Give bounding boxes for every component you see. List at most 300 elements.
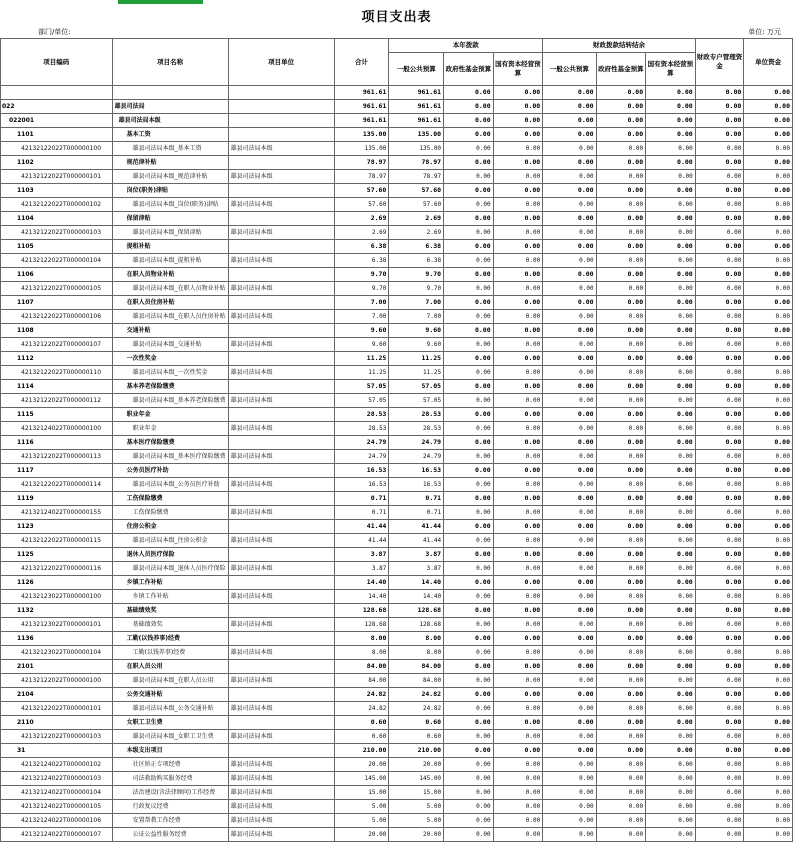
cell-amount: 0.00 — [444, 268, 494, 282]
cell-name: 保留津贴 — [112, 212, 228, 226]
cell-amount: 0.00 — [744, 100, 793, 114]
cell-amount: 0.00 — [543, 436, 596, 450]
cell-amount: 961.61 — [389, 100, 444, 114]
cell-name: 基础绩效奖 — [112, 604, 228, 618]
cell-amount: 57.05 — [334, 380, 389, 394]
cell-name: 在职人员住房补贴 — [112, 296, 228, 310]
cell-amount: 0.00 — [596, 338, 646, 352]
cell-amount: 0.00 — [744, 688, 793, 702]
cell-amount: 0.00 — [695, 226, 744, 240]
header-carry-general: 一般公共预算 — [543, 53, 596, 86]
cell-amount: 0.00 — [744, 226, 793, 240]
header-current-soe: 国有资本经营预算 — [493, 53, 543, 86]
cell-name: 基础绩效奖 — [112, 618, 228, 632]
cell-amount: 0.00 — [695, 184, 744, 198]
cell-amount: 0.00 — [444, 338, 494, 352]
cell-amount: 0.00 — [493, 534, 543, 548]
cell-amount: 0.00 — [493, 436, 543, 450]
cell-amount: 0.00 — [646, 296, 696, 310]
cell-name: 工伤保险缴费 — [112, 506, 228, 520]
header-carry-fund: 政府性基金预算 — [596, 53, 646, 86]
cell-unit: 雄县司法局本级 — [228, 338, 334, 352]
cell-amount: 0.00 — [695, 604, 744, 618]
cell-amount: 0.00 — [493, 156, 543, 170]
cell-amount: 0.00 — [695, 534, 744, 548]
cell-amount: 0.00 — [543, 744, 596, 758]
cell-amount: 0.00 — [646, 800, 696, 814]
cell-amount: 0.00 — [695, 436, 744, 450]
table-row — [1, 744, 793, 758]
cell-amount: 14.40 — [389, 590, 444, 604]
cell-amount: 961.61 — [334, 114, 389, 128]
cell-amount: 0.00 — [444, 408, 494, 422]
cell-amount: 0.00 — [646, 352, 696, 366]
cell-amount: 0.00 — [444, 380, 494, 394]
cell-amount: 20.00 — [334, 828, 389, 842]
cell-amount: 0.00 — [493, 226, 543, 240]
cell-amount: 8.00 — [389, 632, 444, 646]
cell-unit: 雄县司法局本级 — [228, 618, 334, 632]
cell-amount: 57.60 — [334, 198, 389, 212]
cell-amount: 0.00 — [596, 604, 646, 618]
cell-amount: 0.00 — [695, 590, 744, 604]
cell-amount: 0.00 — [543, 576, 596, 590]
cell-amount: 961.61 — [389, 86, 444, 100]
cell-amount: 0.00 — [493, 688, 543, 702]
cell-amount: 961.61 — [334, 100, 389, 114]
cell-unit: 雄县司法局本级 — [228, 730, 334, 744]
cell-code: 42132122022T000000103 — [1, 730, 113, 744]
cell-amount: 0.00 — [493, 128, 543, 142]
cell-code: 42132124022T000000105 — [1, 800, 113, 814]
cell-name: 交通补贴 — [112, 324, 228, 338]
cell-amount: 0.00 — [744, 422, 793, 436]
cell-amount: 0.00 — [744, 268, 793, 282]
cell-amount: 5.00 — [334, 814, 389, 828]
cell-unit — [228, 436, 334, 450]
cell-code: 42132122022T000000102 — [1, 198, 113, 212]
cell-amount: 0.00 — [543, 478, 596, 492]
cell-amount: 0.71 — [389, 506, 444, 520]
cell-amount: 0.00 — [744, 338, 793, 352]
cell-amount: 0.60 — [334, 730, 389, 744]
cell-amount: 6.38 — [334, 254, 389, 268]
cell-amount: 0.00 — [695, 198, 744, 212]
cell-amount: 0.00 — [596, 814, 646, 828]
cell-amount: 41.44 — [334, 520, 389, 534]
cell-amount: 0.00 — [493, 520, 543, 534]
cell-amount: 128.68 — [389, 604, 444, 618]
cell-amount: 0.00 — [444, 562, 494, 576]
cell-code: 42132122022T000000100 — [1, 674, 113, 688]
cell-amount: 0.00 — [695, 814, 744, 828]
cell-amount: 0.00 — [646, 786, 696, 800]
cell-name: 安置帮教工作经费 — [112, 814, 228, 828]
cell-amount: 0.00 — [543, 282, 596, 296]
cell-amount: 0.00 — [744, 156, 793, 170]
cell-amount: 0.00 — [596, 828, 646, 842]
cell-amount: 0.00 — [596, 576, 646, 590]
cell-amount: 0.00 — [646, 394, 696, 408]
table-row — [1, 226, 793, 240]
cell-amount: 0.00 — [444, 716, 494, 730]
cell-amount: 0.00 — [596, 170, 646, 184]
cell-amount: 0.00 — [444, 702, 494, 716]
cell-name: 雄县司法局本级_保留津贴 — [112, 226, 228, 240]
cell-amount: 0.00 — [695, 800, 744, 814]
cell-amount: 0.00 — [543, 688, 596, 702]
cell-amount: 24.82 — [334, 702, 389, 716]
cell-name: 雄县司法局本级_公务员医疗补助 — [112, 478, 228, 492]
cell-name: 雄县司法局本级_岗位(职务)津贴 — [112, 198, 228, 212]
cell-amount: 0.00 — [695, 282, 744, 296]
cell-amount: 0.00 — [695, 366, 744, 380]
cell-amount: 0.00 — [695, 506, 744, 520]
cell-amount: 0.00 — [444, 240, 494, 254]
cell-amount: 0.00 — [543, 254, 596, 268]
cell-amount: 0.00 — [444, 674, 494, 688]
cell-amount: 0.00 — [596, 324, 646, 338]
cell-unit — [228, 240, 334, 254]
cell-amount: 0.00 — [646, 198, 696, 212]
cell-amount: 0.00 — [493, 814, 543, 828]
cell-amount: 0.00 — [444, 800, 494, 814]
cell-unit: 雄县司法局本级 — [228, 814, 334, 828]
cell-amount: 0.00 — [596, 352, 646, 366]
table-row — [1, 128, 793, 142]
cell-name: 公务员医疗补助 — [112, 464, 228, 478]
cell-amount: 0.00 — [744, 296, 793, 310]
cell-amount: 0.00 — [444, 534, 494, 548]
cell-amount: 0.00 — [543, 702, 596, 716]
cell-amount: 0.00 — [543, 394, 596, 408]
cell-unit: 雄县司法局本级 — [228, 170, 334, 184]
table-row — [1, 758, 793, 772]
cell-amount: 0.00 — [695, 422, 744, 436]
cell-amount: 0.00 — [744, 254, 793, 268]
cell-name: 雄县司法局本级_交通补贴 — [112, 338, 228, 352]
cell-amount: 0.00 — [444, 786, 494, 800]
cell-amount: 0.00 — [493, 828, 543, 842]
table-row — [1, 660, 793, 674]
cell-code: 1117 — [1, 464, 113, 478]
cell-amount: 0.00 — [596, 86, 646, 100]
cell-amount: 0.00 — [744, 478, 793, 492]
cell-amount: 57.60 — [389, 198, 444, 212]
cell-code: 1106 — [1, 268, 113, 282]
table-row — [1, 450, 793, 464]
table-row — [1, 240, 793, 254]
cell-code: 2104 — [1, 688, 113, 702]
cell-amount: 8.00 — [389, 646, 444, 660]
cell-amount: 0.00 — [744, 394, 793, 408]
cell-amount: 0.00 — [543, 548, 596, 562]
cell-amount: 0.00 — [695, 646, 744, 660]
cell-unit: 雄县司法局本级 — [228, 674, 334, 688]
cell-amount: 0.00 — [543, 338, 596, 352]
cell-amount: 0.00 — [543, 730, 596, 744]
cell-amount: 0.00 — [444, 758, 494, 772]
cell-amount: 0.00 — [444, 156, 494, 170]
cell-unit — [228, 520, 334, 534]
cell-amount: 0.00 — [646, 226, 696, 240]
cell-amount: 0.00 — [695, 212, 744, 226]
header-other: 单位资金 — [744, 39, 793, 86]
cell-amount: 0.00 — [646, 268, 696, 282]
header-unit: 项目单位 — [228, 39, 334, 86]
cell-amount: 0.00 — [444, 394, 494, 408]
cell-amount: 0.00 — [493, 324, 543, 338]
cell-amount: 0.00 — [646, 744, 696, 758]
table-row — [1, 688, 793, 702]
cell-code: 42132124022T000000107 — [1, 828, 113, 842]
cell-amount: 0.00 — [646, 114, 696, 128]
cell-amount: 20.00 — [334, 758, 389, 772]
cell-amount: 0.00 — [695, 338, 744, 352]
expenditure-table — [0, 38, 793, 842]
cell-amount: 0.00 — [744, 212, 793, 226]
cell-amount: 0.00 — [596, 590, 646, 604]
cell-amount: 0.00 — [744, 128, 793, 142]
cell-amount: 0.00 — [695, 450, 744, 464]
cell-amount: 0.00 — [493, 254, 543, 268]
cell-name: 工勤(以钱养事)经费 — [112, 632, 228, 646]
cell-code: 2110 — [1, 716, 113, 730]
cell-amount: 0.00 — [596, 716, 646, 730]
cell-amount: 0.00 — [695, 170, 744, 184]
cell-amount: 0.00 — [744, 814, 793, 828]
cell-amount: 0.00 — [444, 142, 494, 156]
cell-amount: 0.00 — [646, 590, 696, 604]
cell-amount: 0.00 — [695, 380, 744, 394]
cell-amount: 0.00 — [596, 254, 646, 268]
cell-amount: 0.00 — [596, 548, 646, 562]
cell-amount: 0.71 — [389, 492, 444, 506]
cell-amount: 7.00 — [334, 296, 389, 310]
cell-amount: 0.00 — [543, 814, 596, 828]
cell-amount: 0.00 — [543, 492, 596, 506]
cell-name: 法治建设(含法律顾问)工作经费 — [112, 786, 228, 800]
cell-amount: 0.00 — [444, 310, 494, 324]
cell-amount: 0.00 — [695, 128, 744, 142]
cell-amount: 0.00 — [493, 576, 543, 590]
cell-unit: 雄县司法局本级 — [228, 226, 334, 240]
cell-amount: 0.00 — [695, 156, 744, 170]
cell-amount: 0.00 — [695, 86, 744, 100]
cell-amount: 0.00 — [744, 716, 793, 730]
cell-code: 42132124022T000000102 — [1, 758, 113, 772]
cell-amount: 28.53 — [334, 408, 389, 422]
cell-amount: 0.00 — [493, 184, 543, 198]
cell-amount: 9.70 — [389, 282, 444, 296]
department-label: 部门/单位: — [38, 28, 71, 36]
table-row — [1, 772, 793, 786]
cell-amount: 0.00 — [493, 632, 543, 646]
cell-code: 1101 — [1, 128, 113, 142]
table-row — [1, 310, 793, 324]
cell-amount: 0.00 — [695, 674, 744, 688]
cell-amount: 0.00 — [646, 436, 696, 450]
cell-unit: 雄县司法局本级 — [228, 758, 334, 772]
table-row — [1, 716, 793, 730]
cell-amount: 0.00 — [695, 772, 744, 786]
cell-amount: 135.00 — [389, 128, 444, 142]
cell-unit — [228, 296, 334, 310]
cell-name: 在职人员物业补贴 — [112, 268, 228, 282]
cell-amount: 0.00 — [695, 324, 744, 338]
cell-amount: 0.00 — [695, 310, 744, 324]
table-row — [1, 422, 793, 436]
cell-name: 雄县司法局本级_基本工资 — [112, 142, 228, 156]
cell-amount: 0.00 — [493, 492, 543, 506]
table-row — [1, 380, 793, 394]
cell-code: 1125 — [1, 548, 113, 562]
table-row — [1, 548, 793, 562]
cell-name: 雄县司法局本级_基本养老保险缴费 — [112, 394, 228, 408]
cell-amount: 0.00 — [646, 156, 696, 170]
cell-amount: 0.00 — [596, 772, 646, 786]
cell-amount: 0.00 — [493, 352, 543, 366]
cell-amount: 0.00 — [744, 198, 793, 212]
cell-code: 1119 — [1, 492, 113, 506]
table-row — [1, 702, 793, 716]
cell-amount: 0.60 — [389, 730, 444, 744]
cell-amount: 0.00 — [596, 296, 646, 310]
cell-amount: 0.00 — [744, 618, 793, 632]
cell-amount: 0.00 — [543, 128, 596, 142]
cell-unit: 雄县司法局本级 — [228, 646, 334, 660]
cell-amount: 0.00 — [596, 632, 646, 646]
cell-amount: 0.00 — [646, 170, 696, 184]
cell-amount: 0.00 — [646, 702, 696, 716]
cell-name: 雄县司法局本级_基本医疗保险缴费 — [112, 450, 228, 464]
cell-amount: 0.00 — [493, 800, 543, 814]
cell-amount: 0.00 — [596, 800, 646, 814]
cell-amount: 128.68 — [334, 618, 389, 632]
cell-amount: 0.00 — [744, 828, 793, 842]
cell-amount: 0.00 — [596, 702, 646, 716]
cell-amount: 0.00 — [744, 282, 793, 296]
header-total: 合计 — [334, 39, 389, 86]
cell-amount: 0.00 — [695, 142, 744, 156]
table-row — [1, 100, 793, 114]
cell-amount: 0.00 — [543, 464, 596, 478]
cell-code: 1136 — [1, 632, 113, 646]
cell-amount: 0.00 — [744, 786, 793, 800]
cell-amount: 0.00 — [695, 562, 744, 576]
cell-amount: 0.00 — [493, 170, 543, 184]
cell-amount: 0.00 — [493, 212, 543, 226]
cell-amount: 0.00 — [493, 408, 543, 422]
cell-amount: 0.00 — [444, 590, 494, 604]
cell-amount: 0.00 — [444, 114, 494, 128]
cell-amount: 0.00 — [543, 758, 596, 772]
cell-amount: 0.00 — [646, 380, 696, 394]
cell-unit — [228, 716, 334, 730]
cell-unit: 雄县司法局本级 — [228, 310, 334, 324]
cell-name: 职业年金 — [112, 408, 228, 422]
cell-name: 本级支出项目 — [112, 744, 228, 758]
cell-amount: 0.00 — [646, 184, 696, 198]
header-special: 财政专户管理资金 — [695, 39, 744, 86]
cell-amount: 0.00 — [744, 324, 793, 338]
cell-amount: 0.00 — [493, 100, 543, 114]
cell-amount: 11.25 — [389, 352, 444, 366]
cell-amount: 0.00 — [543, 450, 596, 464]
table-row — [1, 646, 793, 660]
cell-amount: 11.25 — [334, 352, 389, 366]
cell-amount: 28.53 — [389, 408, 444, 422]
cell-amount: 0.00 — [493, 744, 543, 758]
cell-name: 工勤(以钱养事)经费 — [112, 646, 228, 660]
cell-amount: 0.00 — [744, 170, 793, 184]
cell-name: 乡镇工作补贴 — [112, 590, 228, 604]
table-row — [1, 562, 793, 576]
cell-amount: 0.00 — [744, 506, 793, 520]
cell-name: 雄县司法局本级_提租补贴 — [112, 254, 228, 268]
cell-amount: 0.00 — [744, 576, 793, 590]
cell-amount: 0.00 — [493, 590, 543, 604]
cell-amount: 0.00 — [646, 240, 696, 254]
cell-amount: 0.00 — [744, 702, 793, 716]
cell-unit: 雄县司法局本级 — [228, 478, 334, 492]
cell-amount: 0.00 — [646, 618, 696, 632]
cell-code: 42132122022T000000101 — [1, 702, 113, 716]
cell-amount: 0.71 — [334, 492, 389, 506]
cell-amount: 210.00 — [334, 744, 389, 758]
cell-amount: 0.00 — [493, 268, 543, 282]
cell-unit: 雄县司法局本级 — [228, 394, 334, 408]
cell-name: 雄县司法局本级_住房公积金 — [112, 534, 228, 548]
cell-amount: 0.71 — [334, 506, 389, 520]
table-row — [1, 198, 793, 212]
cell-amount: 0.00 — [493, 772, 543, 786]
cell-amount: 16.53 — [334, 478, 389, 492]
table-row — [1, 618, 793, 632]
cell-unit — [228, 604, 334, 618]
cell-amount: 0.00 — [493, 198, 543, 212]
cell-amount: 0.00 — [646, 464, 696, 478]
cell-name: 雄县司法局本级 — [112, 114, 228, 128]
cell-code: 42132122022T000000113 — [1, 450, 113, 464]
cell-amount: 0.00 — [744, 520, 793, 534]
selection-accent-bar — [118, 0, 203, 4]
cell-amount: 0.00 — [646, 282, 696, 296]
cell-amount: 0.00 — [695, 548, 744, 562]
cell-amount: 0.00 — [543, 366, 596, 380]
cell-name: 岗位(职务)津贴 — [112, 184, 228, 198]
cell-amount: 0.00 — [543, 114, 596, 128]
table-row — [1, 184, 793, 198]
cell-amount: 0.00 — [695, 688, 744, 702]
cell-amount: 0.00 — [646, 254, 696, 268]
cell-name: 公证公益性服务经费 — [112, 828, 228, 842]
table-row — [1, 170, 793, 184]
cell-amount: 9.60 — [389, 324, 444, 338]
cell-code: 1112 — [1, 352, 113, 366]
cell-amount: 28.53 — [334, 422, 389, 436]
cell-amount: 0.00 — [596, 562, 646, 576]
cell-code: 31 — [1, 744, 113, 758]
cell-code: 1115 — [1, 408, 113, 422]
cell-amount: 0.00 — [444, 604, 494, 618]
cell-amount: 0.00 — [596, 282, 646, 296]
cell-amount: 0.00 — [646, 86, 696, 100]
cell-name: 住房公积金 — [112, 520, 228, 534]
cell-amount: 0.00 — [695, 114, 744, 128]
cell-amount: 9.60 — [334, 338, 389, 352]
cell-amount: 0.00 — [596, 156, 646, 170]
